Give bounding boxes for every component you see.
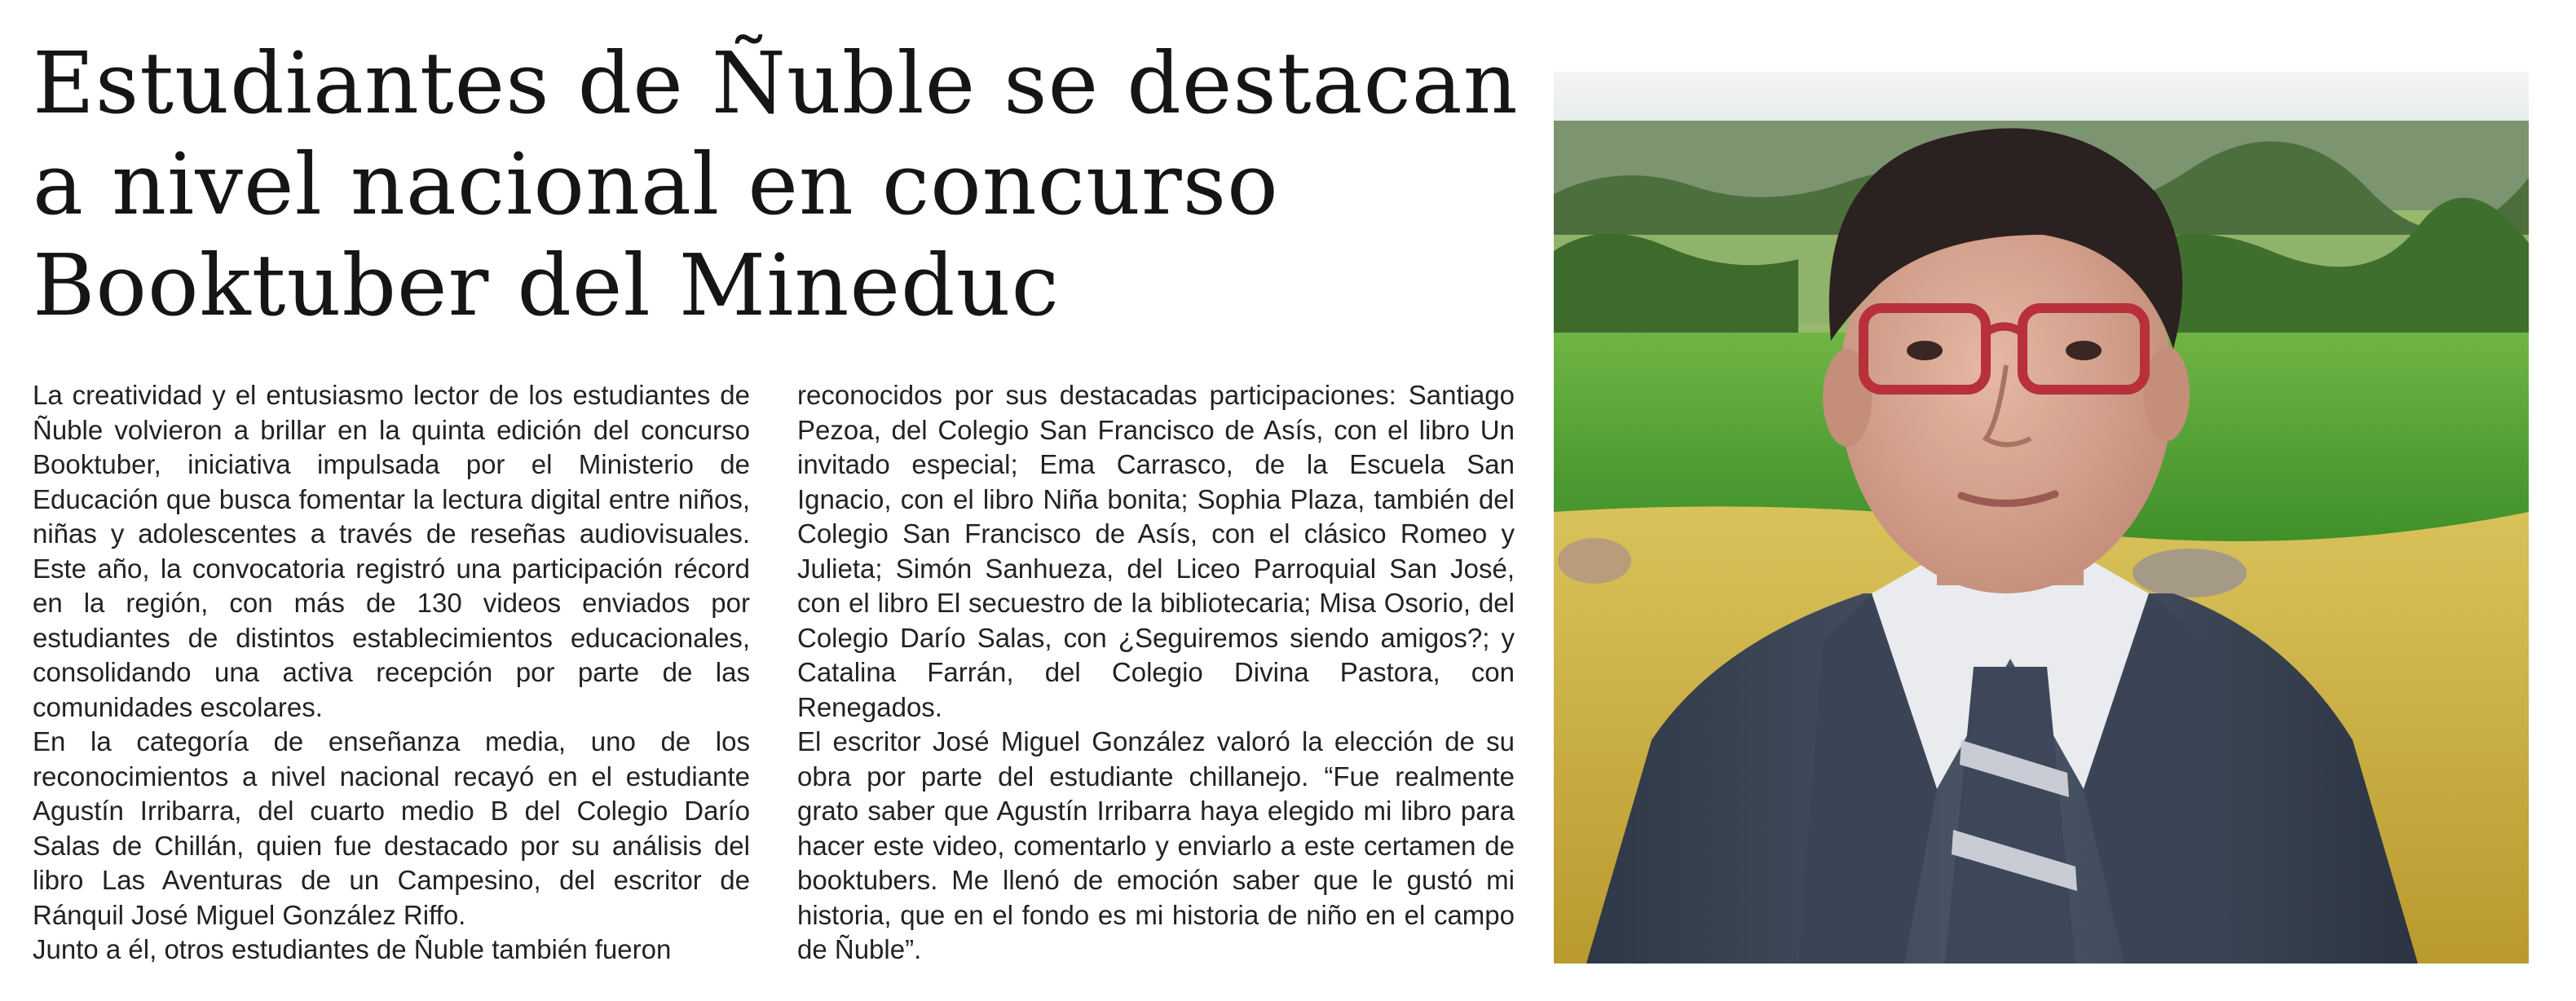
- animal-right: [2133, 549, 2247, 598]
- paragraph-otros-estudiantes: Junto a él, otros estudiantes de Ñuble también fueron: [33, 934, 672, 964]
- paragraph-escritor-quote: El escritor José Miguel González valoró la elección de su obra por parte del estudiante chillanejo. “Fue realmente grato saber que Agustín Irribarra haya elegido mi libro para hacer este video, comentarlo y enviarlo a este certamen de booktubers. Me llenó de emoción saber que le gustó mi historia, que en el fondo es mi historia de niño en el campo de Ñuble”.: [797, 726, 1515, 964]
- eye-left: [1907, 341, 1943, 360]
- article-column-right: [797, 378, 1515, 968]
- student-photo-illustration: [1554, 72, 2529, 964]
- headline-line-3: Booktuber del Mineduc: [33, 236, 1060, 335]
- headline-line-2: a nivel nacional en concurso: [33, 134, 1279, 234]
- eye-right: [2066, 341, 2102, 360]
- horse-left: [1558, 538, 1631, 584]
- headline: [33, 33, 1519, 336]
- paragraph-reconocidos: reconocidos por sus destacadas participaciones: Santiago Pezoa, del Colegio San Francisco de Asís, con el libro Un invitado especial; Ema Carrasco, de la Escuela San Ignacio, con el libro Niña bonita; Sophia Plaza, también del Colegio San Francisco de Asís, con el clásico Romeo y Julieta; Simón Sanhueza, del Liceo Parroquial San José, con el libro El secuestro de la bibliotecaria; Misa Osorio, del Colegio Darío Salas, con ¿Seguiremos siendo amigos?; y Catalina Farrán, del Colegio Divina Pastora, con Renegados.: [797, 380, 1515, 722]
- headline-line-1: Estudiantes de Ñuble se destacan: [33, 33, 1519, 133]
- student-photo: [1554, 72, 2529, 964]
- article-column-left: [33, 378, 750, 968]
- paragraph-intro: La creatividad y el entusiasmo lector de los estudiantes de Ñuble volvieron a brillar en la quinta edición del concurso Booktuber, iniciativa impulsada por el Ministerio de Educación que busca fomentar la lectura digital entre niños, niñas y adolescentes a través de reseñas audiovisuales. Este año, la convocatoria registró una participación récord en la región, con más de 130 videos enviados por estudiantes de distintos establecimientos educacionales, consolidando una activa recepción por parte de las comunidades escolares.: [33, 380, 750, 722]
- ear-right: [2144, 346, 2190, 441]
- paragraph-ensenanza-media: En la categoría de enseñanza media, uno de los reconocimientos a nivel nacional recayó en el estudiante Agustín Irribarra, del cuarto medio B del Colegio Darío Salas de Chillán, quien fue destacado por su análisis del libro Las Aventuras de un Campesino, del escritor de Ránquil José Miguel González Riffo.: [33, 726, 750, 930]
